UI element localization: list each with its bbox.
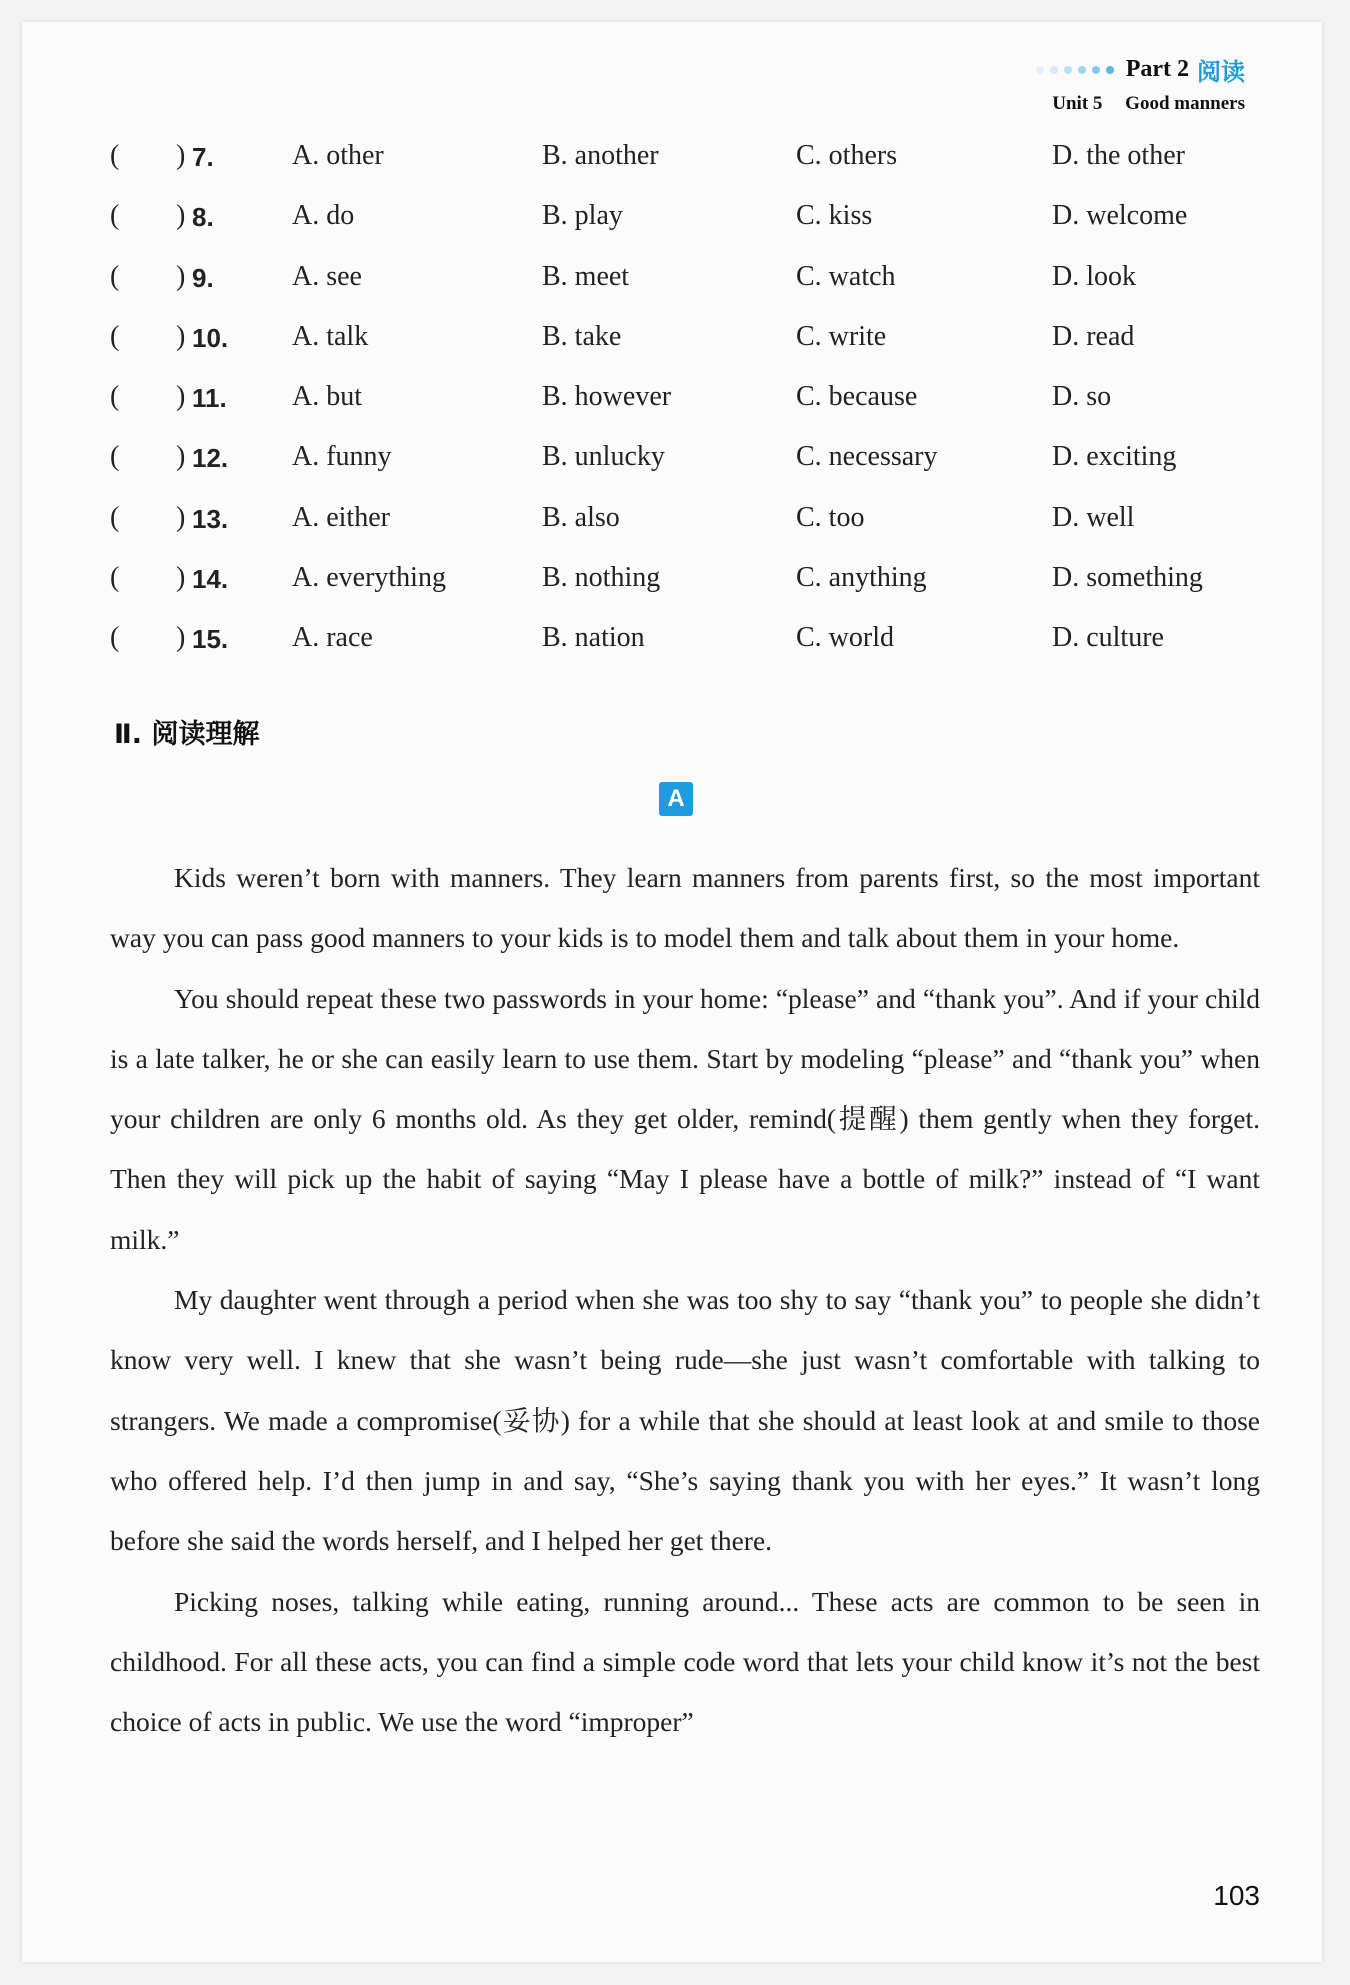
option-row-11 [110,381,1260,441]
page [22,22,1322,1962]
question-number: 13. [192,503,229,534]
option-b: B. also [542,501,620,533]
option-b: B. play [542,200,623,232]
option-c: C. world [796,622,894,654]
option-d: D. look [1052,260,1136,292]
option-row-7 [110,140,1260,200]
answer-blank-close: ) [176,501,186,533]
option-a: A. but [292,381,362,413]
paragraph: My daughter went through a period when she was too shy to say “thank you” to people she didn’t know very well. I knew that she wasn’t being rude—she just wasn’t comfortable with talking to strangers. We made a compromise(妥协) for a while that she should at least look at and smile to those who offered help. I’d then jump in and say, “She’s saying thank you with her eyes.” It wasn’t long before she said the words herself, and I helped her get there. [110,1284,1260,1557]
option-a: A. talk [292,320,369,352]
option-d: D. well [1052,501,1135,533]
question-number: 14. [192,564,229,595]
answer-blank-open: ( [110,140,120,171]
paragraph: Picking noses, talking while eating, running around... These acts are common to be seen in childhood. For all these acts, you can find a simple code word that lets your child know it’s not the best choice of acts in public. We use the word “improper” [110,1585,1260,1738]
unit-title: Good manners [1125,93,1245,114]
paragraph: You should repeat these two passwords in your home: “please” and “thank you”. And if your child is a late talker, he or she can easily learn to use them. Start by modeling “please” and “thank you” when your children are only 6 months old. As they get older, remind(提醒) them gently when they forget. Then they will pick up the habit of saying “May I please have a bottle of milk?” instead of “I want milk.” [110,982,1260,1255]
option-row-15 [110,622,1260,682]
option-d: D. culture [1052,622,1164,654]
question-number: 11. [192,383,227,414]
question-number: 10. [192,322,229,353]
option-d: D. read [1052,320,1135,352]
answer-blank-close: ) [176,260,186,292]
option-b: B. another [542,140,659,171]
answer-blank-open: ( [110,501,120,533]
option-row-12 [110,441,1260,501]
question-number: 8. [192,202,214,233]
option-b: B. however [542,381,672,413]
option-d: D. welcome [1052,200,1188,232]
option-c: C. watch [796,260,896,292]
question-number: 7. [192,142,214,172]
answer-blank-open: ( [110,381,120,413]
option-a: A. see [292,260,362,292]
option-d: D. so [1052,381,1112,413]
question-number: 12. [192,443,229,474]
option-row-9 [110,261,1260,321]
option-c: C. kiss [796,200,873,232]
option-c: C. because [796,381,918,413]
option-b: B. take [542,320,622,352]
answer-blank-close: ) [176,140,186,171]
answer-blank-open: ( [110,441,120,473]
answer-blank-open: ( [110,200,120,232]
option-d: D. exciting [1052,441,1177,473]
section-title: Ⅱ. 阅读理解 [114,719,260,750]
option-d: D. something [1052,562,1203,594]
answer-blank-open: ( [110,622,120,654]
option-a: A. do [292,200,355,232]
option-a: A. either [292,501,390,533]
answer-blank-close: ) [176,441,186,473]
section-label: 阅读 [1197,58,1245,86]
option-b: B. nation [542,622,645,654]
answer-blank-open: ( [110,320,120,352]
decorative-dots [1036,66,1114,74]
unit-label: Unit 5 [1052,93,1103,114]
option-a: A. race [292,622,373,654]
option-c: C. necessary [796,441,938,473]
option-b: B. nothing [542,562,661,594]
option-c: C. too [796,501,865,533]
answer-blank-close: ) [176,320,186,352]
option-row-10 [110,321,1260,381]
option-a: A. other [292,140,384,171]
option-row-8 [110,200,1260,260]
answer-blank-close: ) [176,200,186,232]
question-number: 15. [192,624,229,655]
option-row-13 [110,502,1260,562]
option-c: C. anything [796,562,927,594]
answer-blank-close: ) [176,622,186,654]
question-number: 9. [192,262,214,293]
option-c: C. write [796,320,887,352]
reading-passage [110,848,1260,1752]
paragraph: Kids weren’t born with manners. They learn manners from parents first, so the most important way you can pass good manners to your kids is to model them and talk about them in your home. [110,862,1260,954]
option-a: A. everything [292,562,446,594]
answer-blank-close: ) [176,381,186,413]
option-c: C. others [796,140,898,171]
option-b: B. unlucky [542,441,665,473]
part-label: Part 2 [1125,56,1189,82]
option-b: B. meet [542,260,630,292]
option-a: A. funny [292,441,392,473]
running-header [1036,52,1245,115]
passage-label-badge: A [659,782,693,816]
cloze-options [110,140,1260,683]
page-number: 103 [1213,1880,1260,1911]
option-row-14 [110,562,1260,622]
answer-blank-close: ) [176,562,186,594]
answer-blank-open: ( [110,260,120,292]
option-d: D. the other [1052,140,1185,171]
answer-blank-open: ( [110,562,120,594]
